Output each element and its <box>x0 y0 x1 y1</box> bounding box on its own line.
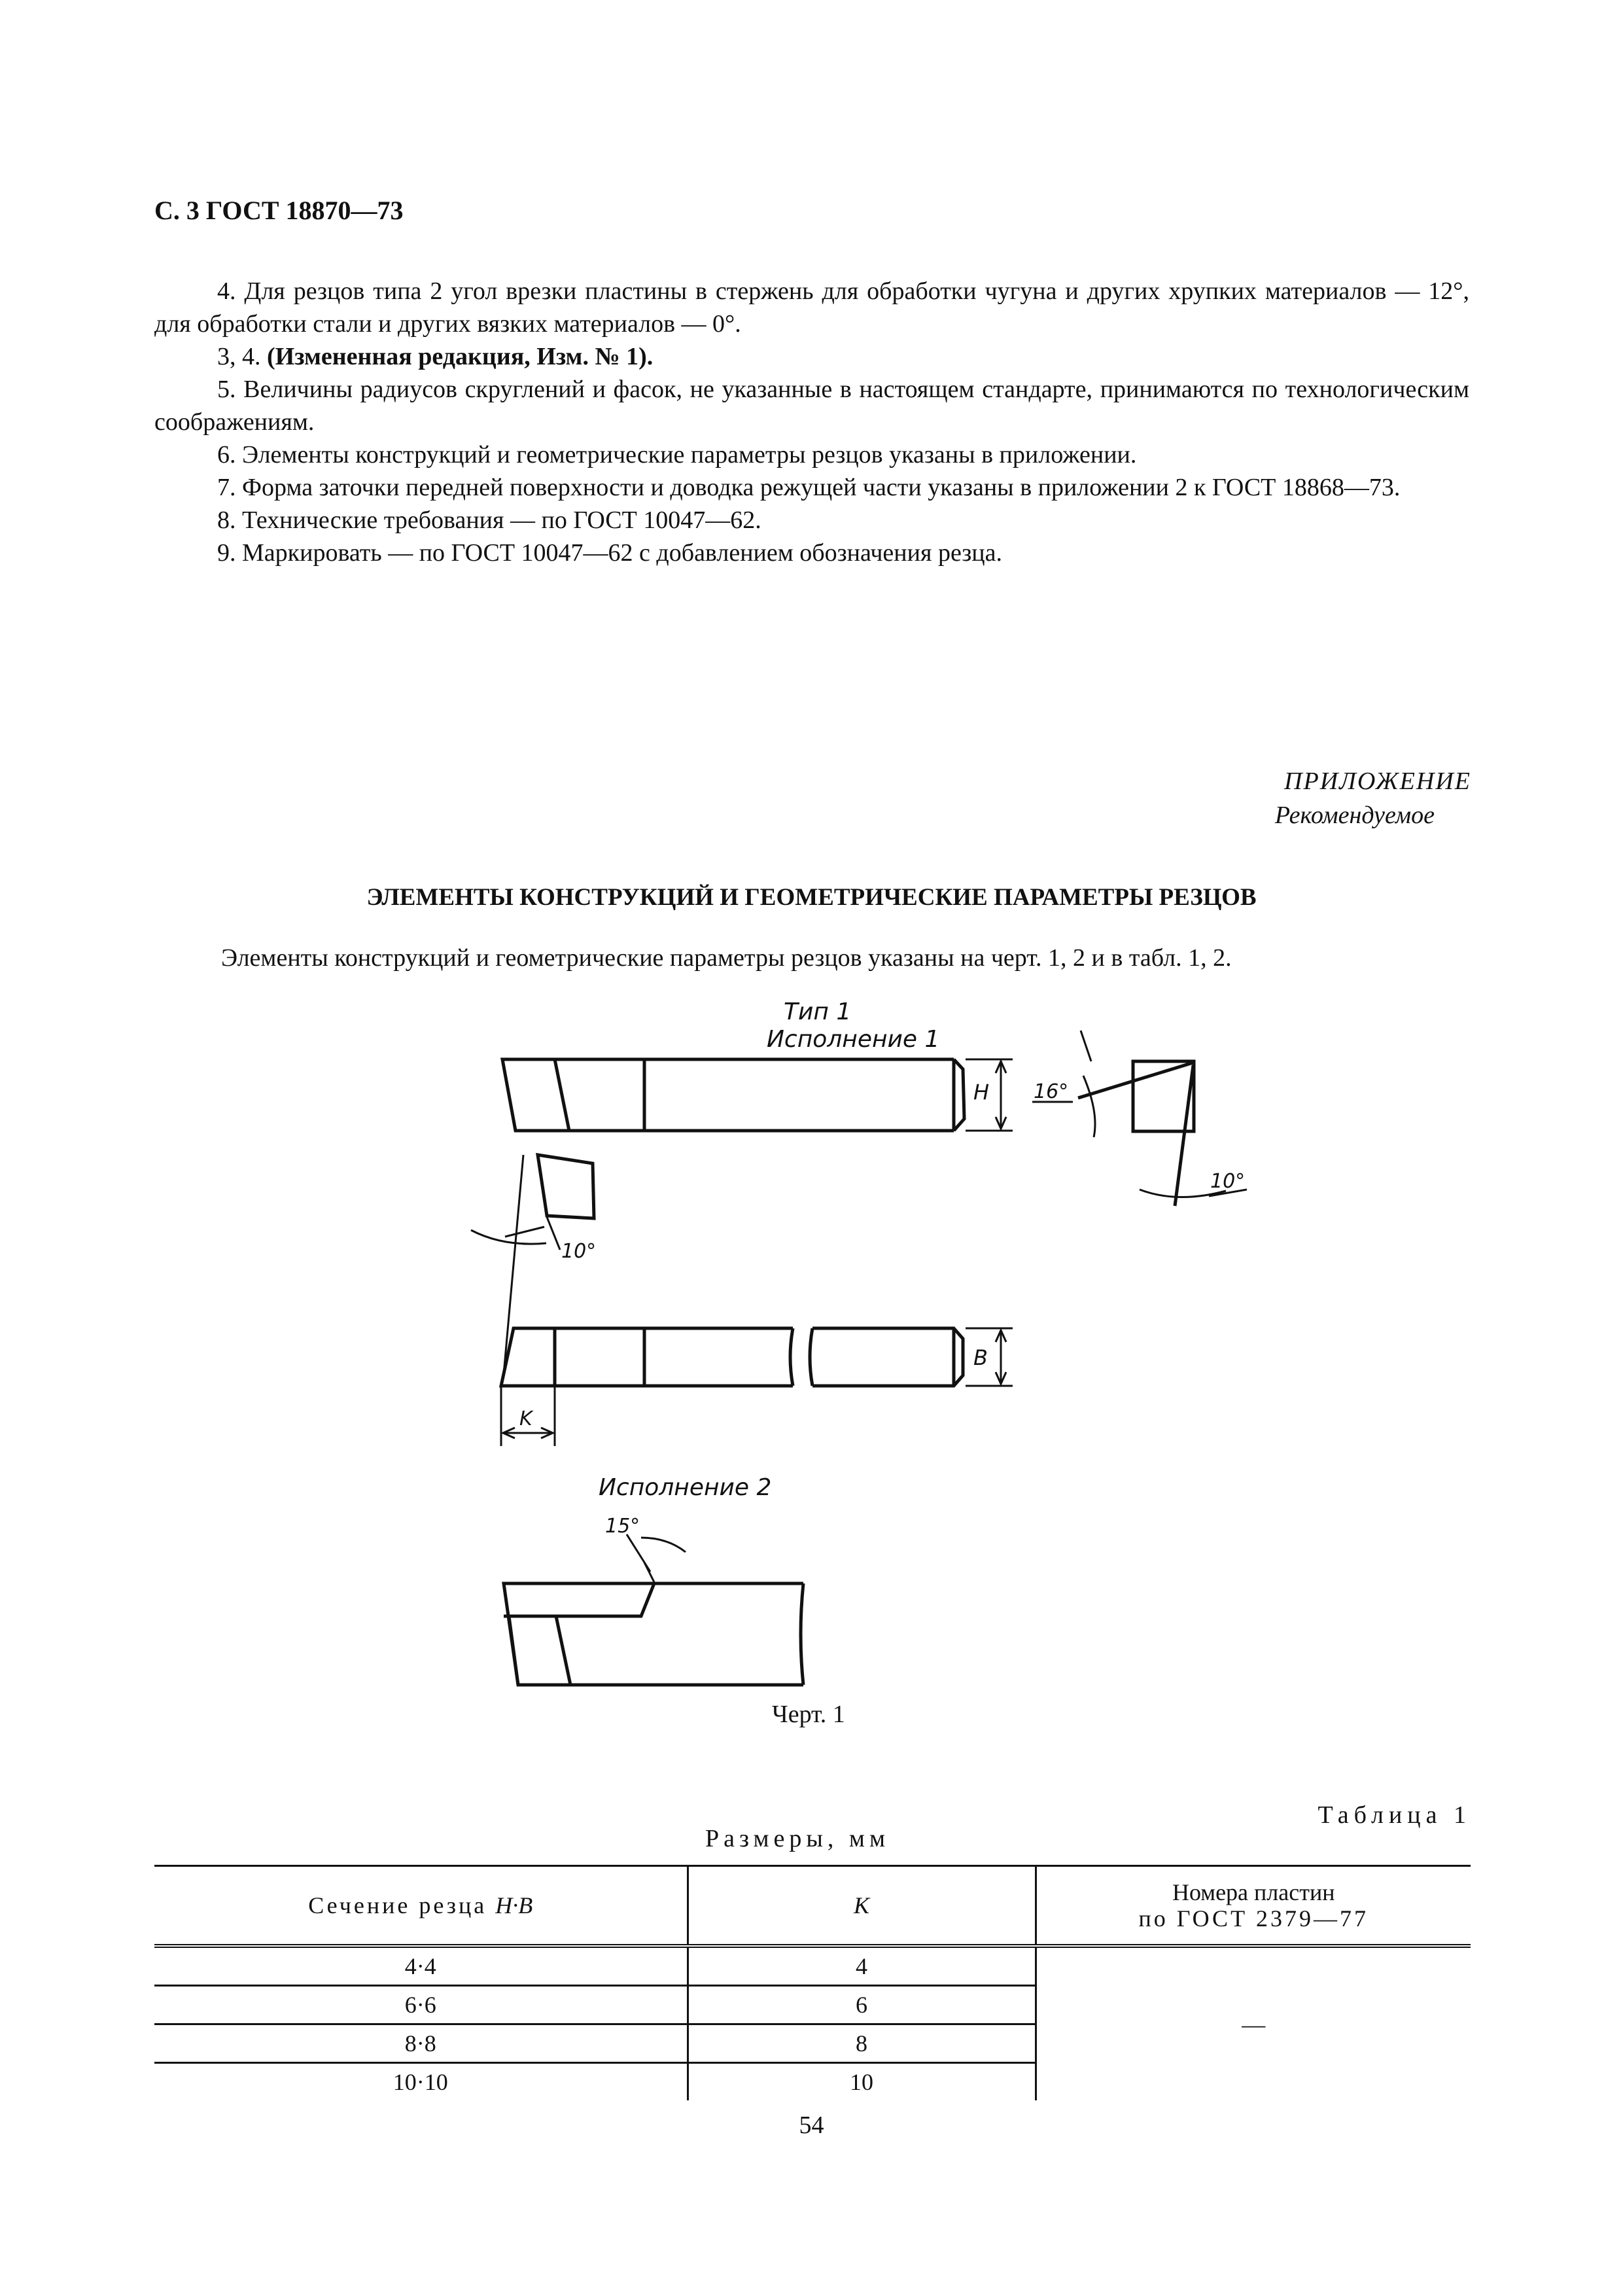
cell-k: 4 <box>688 1946 1036 1986</box>
appendix-status: Рекомендуемое <box>1274 802 1435 829</box>
cell-k: 6 <box>688 1986 1036 2024</box>
paragraph-9: 9. Маркировать — по ГОСТ 10047—62 с добавлением обозначения резца. <box>217 539 1002 567</box>
variant2-angle-marks <box>627 1534 686 1582</box>
dim-k-label: K <box>519 1407 532 1430</box>
drawing-caption: Черт. 1 <box>772 1701 845 1728</box>
cell-plates: — <box>1036 1946 1471 2100</box>
cell-section: 6·6 <box>154 1986 688 2024</box>
paragraph-6: 6. Элементы конструкций и геометрические параметры резцов указаны в приложении. <box>217 441 1137 468</box>
paragraph-7: 7. Форма заточки передней поверхности и доводка режущей части указаны в приложении 2 к ГОСТ 18868—73. <box>217 474 1401 501</box>
angle-10-right-label: 10° <box>1210 1170 1246 1193</box>
col-header-k: K <box>688 1866 1036 1947</box>
paragraph-8: 8. Технические требования — по ГОСТ 10047—62. <box>217 506 761 534</box>
table-units: Размеры, мм <box>705 1825 890 1852</box>
page-number: 54 <box>799 2111 824 2139</box>
section-title: ЭЛЕМЕНТЫ КОНСТРУКЦИЙ И ГЕОМЕТРИЧЕСКИЕ ПАРАМЕТРЫ РЕЗЦОВ <box>366 884 1257 911</box>
variant1-label: Исполнение 1 <box>767 1026 940 1053</box>
insert-angle-marks <box>471 1155 560 1374</box>
col-header-plates: Номера пластин по ГОСТ 2379—77 <box>1036 1866 1471 1947</box>
cutter-side-view <box>502 1059 964 1131</box>
type-label: Тип 1 <box>784 998 852 1025</box>
amendment-note: (Измененная редакция, Изм. № 1). <box>267 343 654 370</box>
dimension-b <box>966 1328 1013 1386</box>
amendment-prefix: 3, 4. <box>217 343 267 370</box>
angle-10-left-label: 10° <box>561 1240 597 1263</box>
cell-section: 10·10 <box>393 2069 448 2095</box>
variant2-label: Исполнение 2 <box>599 1474 772 1501</box>
col-header-section: Сечение резца H·B <box>154 1866 688 1947</box>
cutter-top-view <box>501 1328 963 1386</box>
cell-section: 4·4 <box>154 1946 688 1986</box>
table-row <box>154 1946 1471 1986</box>
angle-15-label: 15° <box>605 1515 640 1538</box>
cell-k: 10 <box>688 2063 1036 2101</box>
page-header: С. 3 ГОСТ 18870—73 <box>154 196 404 225</box>
insert-detail <box>538 1155 594 1218</box>
angle-16-label: 16° <box>1034 1080 1069 1103</box>
section-intro: Элементы конструкций и геометрические параметры резцов указаны на черт. 1, 2 и в табл. 1, 2. <box>221 944 1232 972</box>
sizes-table <box>154 1865 1471 2100</box>
cutter-end-view <box>1078 1061 1194 1206</box>
appendix-title: ПРИЛОЖЕНИЕ <box>1284 768 1471 795</box>
cutter-variant2-view <box>504 1583 803 1685</box>
paragraph-4: 4. Для резцов типа 2 угол врезки пластины в стержень для обработки чугуна и других хрупких материалов — 12°, для обработки стали и других вязких материалов — 0°. <box>154 277 1469 338</box>
paragraph-5: 5. Величины радиусов скруглений и фасок, не указанные в настоящем стандарте, принимаются по технологическим соображениям. <box>154 376 1469 436</box>
cell-k: 8 <box>688 2024 1036 2063</box>
dim-h-label: H <box>973 1080 990 1104</box>
dim-b-label: B <box>973 1345 988 1370</box>
cell-section: 8·8 <box>154 2024 688 2063</box>
table-number: Таблица 1 <box>1318 1801 1471 1829</box>
